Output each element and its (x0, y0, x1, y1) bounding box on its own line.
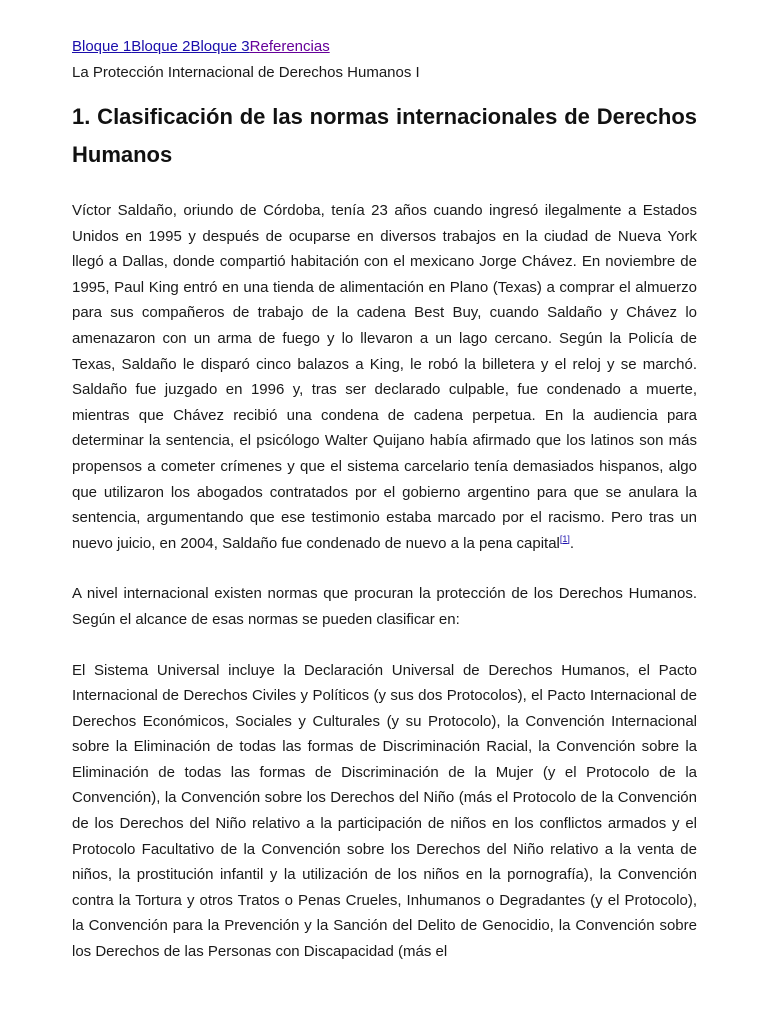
top-navigation (72, 36, 697, 58)
paragraph-classification-intro: A nivel internacional existen normas que procuran la protección de los Derechos Humanos. Según el alcance de esas normas se pueden clasificar en: (72, 585, 697, 628)
nav-link-referencias[interactable]: Referencias (249, 38, 330, 55)
footnote-reference (560, 534, 570, 544)
nav-link-bloque-3[interactable]: Bloque 3 (190, 38, 250, 55)
nav-link-bloque-1[interactable]: Bloque 1 (72, 38, 132, 55)
paragraph-case-saldano-text: Víctor Saldaño, oriundo de Córdoba, tenía 23 años cuando ingresó ilegalmente a Estados Unidos en 1995 y después de ocuparse en diversos trabajos en la ciudad de Nueva York llegó a Dallas, donde compartió habitación con el mexicano Jorge Chávez. En noviembre de 1995, Paul King entró en una tienda de alimentación en Plano (Texas) a comprar el almuerzo para sus compañeros de trabajo de la cadena Best Buy, cuando Saldaño y Chávez lo amenazaron con un arma de fuego y lo llevaron a un lago cercano. Según la Policía de Texas, Saldaño le disparó cinco balazos a King, le robó la billetera y el reloj y se marchó. Saldaño fue juzgado en 1996 y, tras ser declarado culpable, fue condenado a muerte, mientras que Chávez recibió una condena de cadena perpetua. En la audiencia para determinar la sentencia, el psicólogo Walter Quijano había afirmado que los latinos son más propensos a cometer crímenes y que el sistema carcelario tenía demasiados hispanos, algo que utilizaron los abogados contratados por el gobierno argentino para que se anulara la sentencia, argumentando que ese testimonio estaba marcado por el racismo. Pero tras un nuevo juicio, en 2004, Saldaño fue condenado de nuevo a la pena capital (72, 202, 697, 552)
footnote-link-1[interactable]: [1] (559, 533, 570, 544)
nav-link-bloque-2[interactable]: Bloque 2 (131, 38, 191, 55)
paragraph-case-saldano (72, 198, 697, 556)
paragraph-case-saldano-end: . (569, 534, 575, 552)
paragraph-universal-system: El Sistema Universal incluye la Declaración Universal de Derechos Humanos, el Pacto Internacional de Derechos Civiles y Políticos (y sus dos Protocolos), el Pacto Internacional de Derechos Económicos, Sociales y Culturales (y su Protocolo), la Convención Internacional sobre la Eliminación de todas las formas de Discriminación Racial, la Convención sobre la Eliminación de todas las formas de Discriminación de la Mujer (y el Protocolo de la Convención), la Convención sobre los Derechos del Niño (más el Protocolo de la Convención de los Derechos del Niño relativo a la participación de niños en los conflictos armados y el Protocolo Facultativo de la Convención sobre los Derechos del Niño relativo a la venta de niños, la prostitución infantil y la utilización de los niños en la pornografía), la Convención contra la Tortura y otros Tratos o Penas Crueles, Inhumanos o Degradantes (y el Protocolo), la Convención para la Prevención y la Sanción del Delito de Genocidio, la Convención sobre los Derechos de las Personas con Discapacidad (más el (72, 661, 697, 961)
section-title: 1. Clasificación de las normas internacionales de Derechos Humanos (72, 104, 697, 167)
document-subtitle: La Protección Internacional de Derechos Humanos I (72, 64, 420, 81)
